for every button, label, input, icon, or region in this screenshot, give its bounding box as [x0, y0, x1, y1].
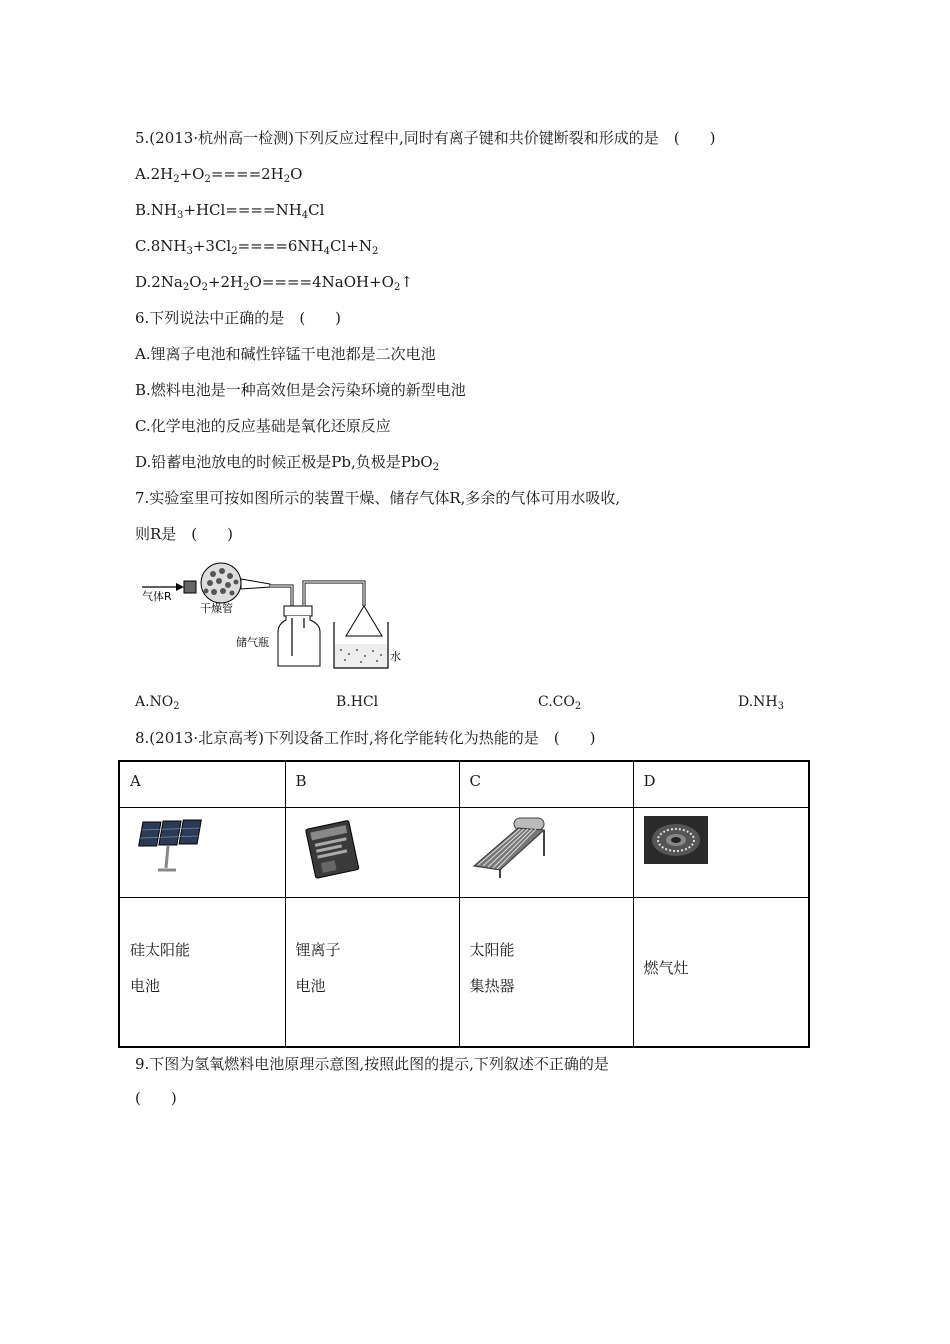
outlet-tube [304, 582, 364, 606]
gas-stove-icon [644, 816, 708, 864]
gas-r-label: 气体R [142, 590, 172, 603]
q5-option-a: $A.2H_2+O_2====2H_2O$ [135, 165, 303, 185]
q8-name-a: 硅太阳能 电池 [119, 897, 285, 1047]
q8-name-b: 锂离子 电池 [285, 897, 459, 1047]
q8-header-d: D [633, 761, 809, 807]
q8-image-b [285, 807, 459, 897]
battery-icon [296, 816, 372, 880]
gas-apparatus-diagram [138, 556, 408, 676]
q7-option-a: $A.NO_2$ [135, 694, 180, 712]
q9-answer-blank: ( ) [135, 1089, 177, 1107]
q7-option-c: $C.CO_2$ [538, 694, 582, 712]
q5-option-c: $C.8NH_3+3Cl_2====6NH_4Cl+N_2$ [135, 237, 379, 257]
water-label: 水 [390, 650, 401, 663]
q8-device-table [118, 760, 810, 1048]
q8-header-a: A [119, 761, 285, 807]
q5-stem: 5.(2013·杭州高一检测)下列反应过程中,同时有离子键和共价键断裂和形成的是 ( ) [135, 129, 716, 147]
water-level [335, 644, 387, 667]
q8-image-a [119, 807, 285, 897]
q7-option-d: $D.NH_3$ [738, 694, 785, 712]
q8-image-c [459, 807, 633, 897]
gas-storage-bottle [278, 616, 320, 666]
q8-name-c: 太阳能 集热器 [459, 897, 633, 1047]
q6-option-b: B.燃料电池是一种高效但是会污染环境的新型电池 [135, 381, 466, 399]
q5-option-b: $B.NH_3+HCl====NH_4Cl$ [135, 201, 325, 221]
q5-option-d: $D.2Na_2O_2+2H_2O====4NaOH+O_2↑$ [135, 273, 413, 293]
q7-stem-line2: 则R是 ( ) [135, 525, 233, 543]
bottle-stopper [284, 606, 312, 616]
q6-option-a: A.锂离子电池和碱性锌锰干电池都是二次电池 [135, 345, 436, 363]
q6-option-c: C.化学电池的反应基础是氧化还原反应 [135, 417, 391, 435]
solar-heater-icon [470, 816, 554, 880]
drying-tube-label: 干燥管 [200, 602, 233, 615]
q8-header-c: C [459, 761, 633, 807]
solar-panel-icon [130, 816, 206, 874]
storage-bottle-label: 储气瓶 [236, 636, 269, 649]
q8-name-d: 燃气灶 [633, 897, 809, 1047]
q9-stem: 9.下图为氢氧燃料电池原理示意图,按照此图的提示,下列叙述不正确的是 [135, 1055, 609, 1073]
inverted-funnel [346, 606, 382, 636]
drying-tube-outlet [241, 579, 270, 589]
q6-option-d: D.铅蓄电池放电的时候正极是Pb,负极是PbO$_2$ [135, 453, 440, 473]
inlet-stopper [184, 581, 196, 593]
arrow-head-icon [176, 583, 184, 591]
q7-stem-line1: 7.实验室里可按如图所示的装置干燥、储存气体R,多余的气体可用水吸收, [135, 489, 621, 507]
q8-stem: 8.(2013·北京高考)下列设备工作时,将化学能转化为热能的是 ( ) [135, 729, 596, 747]
q7-option-b: B.HCl [336, 694, 379, 710]
q8-header-b: B [285, 761, 459, 807]
q8-image-d [633, 807, 809, 897]
q6-stem: 6.下列说法中正确的是 ( ) [135, 309, 342, 327]
